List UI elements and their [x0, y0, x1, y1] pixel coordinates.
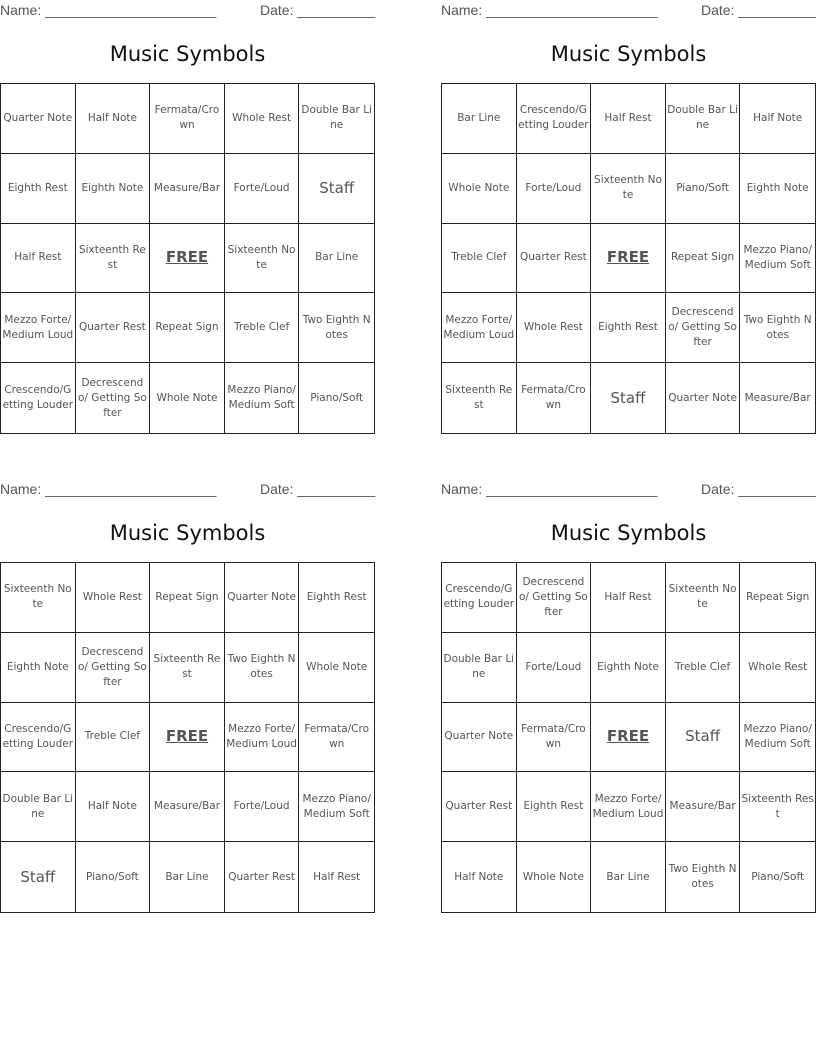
bingo-cell: Sixteenth Rest — [740, 772, 815, 842]
bingo-cell: Fermata/Crown — [150, 84, 225, 154]
bingo-cell: Treble Clef — [442, 224, 517, 294]
bingo-cell: Mezzo Forte/Medium Loud — [225, 703, 300, 773]
date-field: Date: __________ — [701, 2, 816, 18]
bingo-cell: Decrescendo/ Getting Softer — [76, 363, 151, 433]
free-space: FREE — [591, 224, 666, 294]
bingo-card-3 — [0, 479, 375, 919]
bingo-cell: Half Rest — [1, 224, 76, 294]
name-field: Name: ______________________ — [0, 2, 217, 18]
name-field: Name: ______________________ — [0, 481, 217, 497]
bingo-cell: Two Eighth Notes — [740, 293, 815, 363]
bingo-cell: Measure/Bar — [150, 772, 225, 842]
card-title: Music Symbols — [109, 42, 266, 66]
bingo-cell: Repeat Sign — [740, 563, 815, 633]
name-field: Name: ______________________ — [441, 2, 658, 18]
bingo-cell: Quarter Note — [442, 703, 517, 773]
bingo-cell: Forte/Loud — [517, 154, 592, 224]
bingo-cell: Decrescendo/ Getting Softer — [517, 563, 592, 633]
bingo-cell: Treble Clef — [225, 293, 300, 363]
free-space: FREE — [150, 224, 225, 294]
bingo-cell: Staff — [666, 703, 741, 773]
bingo-cell: Eighth Note — [76, 154, 151, 224]
bingo-cell: Half Note — [740, 84, 815, 154]
bingo-grid — [441, 83, 816, 434]
bingo-card-2 — [441, 0, 816, 440]
bingo-cell: Double Bar Line — [1, 772, 76, 842]
bingo-cell: Whole Rest — [225, 84, 300, 154]
bingo-grid — [441, 562, 816, 913]
bingo-grid — [0, 83, 375, 434]
bingo-card-4 — [441, 479, 816, 919]
bingo-cell: Whole Note — [299, 633, 374, 703]
bingo-cell: Half Rest — [591, 563, 666, 633]
bingo-cell: Bar Line — [299, 224, 374, 294]
bingo-cell: Two Eighth Notes — [225, 633, 300, 703]
bingo-cell: Quarter Note — [666, 363, 741, 433]
bingo-cell: Measure/Bar — [666, 772, 741, 842]
bingo-cell: Bar Line — [150, 842, 225, 912]
bingo-cell: Piano/Soft — [751, 870, 805, 883]
bingo-cell: Crescendo/Getting Louder — [442, 563, 517, 633]
bingo-cell: Staff — [299, 154, 374, 224]
bingo-cell: Whole Note — [517, 842, 592, 912]
bingo-cell: Double Bar Line — [299, 84, 374, 154]
bingo-cell: Staff — [591, 363, 666, 433]
bingo-cell: Forte/Loud — [225, 154, 300, 224]
bingo-cell: Half Rest — [313, 870, 361, 883]
bingo-cell: Quarter Rest — [442, 772, 517, 842]
free-space: FREE — [150, 703, 225, 773]
bingo-cell: Sixteenth Note — [1, 563, 76, 633]
bingo-cell: Bar Line — [591, 842, 666, 912]
bingo-cell: Treble Clef — [76, 703, 151, 773]
bingo-cell: Eighth Rest — [517, 772, 592, 842]
date-field: Date: __________ — [260, 2, 376, 18]
bingo-cell: Sixteenth Rest — [442, 363, 517, 433]
bingo-cell: Treble Clef — [666, 633, 741, 703]
card-title: Music Symbols — [550, 521, 707, 545]
bingo-cell: Decrescendo/ Getting Softer — [76, 633, 151, 703]
date-field: Date: __________ — [701, 481, 816, 497]
bingo-cell: Half Note — [76, 772, 151, 842]
bingo-cell: Mezzo Forte/Medium Loud — [442, 293, 517, 363]
bingo-cell: Sixteenth Note — [225, 224, 300, 294]
bingo-cell: Half Rest — [591, 84, 666, 154]
bingo-cell: Crescendo/Getting Louder — [1, 703, 76, 773]
bingo-cell: Sixteenth Note — [666, 563, 741, 633]
bingo-cell: Crescendo/Getting Louder — [1, 363, 76, 433]
bingo-cell: Measure/Bar — [150, 154, 225, 224]
bingo-cell: Piano/Soft — [76, 842, 151, 912]
bingo-cell: Sixteenth Rest — [76, 224, 151, 294]
bingo-cell: Repeat Sign — [150, 293, 225, 363]
bingo-cell: Two Eighth Notes — [299, 293, 374, 363]
bingo-cell: Quarter Note — [225, 563, 300, 633]
bingo-cell: Sixteenth Rest — [150, 633, 225, 703]
bingo-cell: Repeat Sign — [150, 563, 225, 633]
bingo-cell: Eighth Rest — [299, 563, 374, 633]
bingo-cell: Forte/Loud — [225, 772, 300, 842]
bingo-cell: Whole Note — [442, 154, 517, 224]
bingo-cell: Repeat Sign — [666, 224, 741, 294]
bingo-cell: Mezzo Piano/Medium Soft — [299, 772, 374, 842]
bingo-cell: Mezzo Piano/Medium Soft — [225, 363, 300, 433]
bingo-card-1 — [0, 0, 375, 440]
bingo-cell: Decrescendo/ Getting Softer — [666, 293, 741, 363]
bingo-cell: Eighth Note — [740, 154, 815, 224]
bingo-cell: Quarter Rest — [76, 293, 151, 363]
bingo-cell: Mezzo Piano/Medium Soft — [740, 703, 815, 773]
bingo-cell: Whole Note — [150, 363, 225, 433]
name-field: Name: ______________________ — [441, 481, 658, 497]
bingo-cell: Sixteenth Note — [591, 154, 666, 224]
bingo-cell: Eighth Note — [1, 633, 76, 703]
bingo-cell: Fermata/Crown — [517, 363, 592, 433]
bingo-cell: Eighth Rest — [591, 293, 666, 363]
bingo-cell: Staff — [1, 842, 76, 912]
bingo-cell: Whole Rest — [740, 633, 815, 703]
bingo-cell: Mezzo Piano/Medium Soft — [740, 224, 815, 294]
bingo-cell: Crescendo/Getting Louder — [517, 84, 592, 154]
bingo-cell: Half Note — [442, 842, 517, 912]
bingo-cell: Half Note — [76, 84, 151, 154]
bingo-cell: Double Bar Line — [442, 633, 517, 703]
bingo-cell: Quarter Rest — [225, 842, 300, 912]
bingo-cell: Double Bar Line — [666, 84, 741, 154]
bingo-cell: Measure/Bar — [744, 391, 811, 404]
bingo-cell: Piano/Soft — [310, 391, 364, 404]
card-title: Music Symbols — [550, 42, 707, 66]
card-title: Music Symbols — [109, 521, 266, 545]
date-field: Date: __________ — [260, 481, 376, 497]
bingo-cell: Bar Line — [442, 84, 517, 154]
free-space: FREE — [591, 703, 666, 773]
bingo-cell: Fermata/Crown — [517, 703, 592, 773]
bingo-cell: Quarter Note — [1, 84, 76, 154]
bingo-cell: Fermata/Crown — [299, 703, 374, 773]
bingo-cell: Eighth Rest — [1, 154, 76, 224]
bingo-cell: Piano/Soft — [666, 154, 741, 224]
bingo-cell: Mezzo Forte/Medium Loud — [1, 293, 76, 363]
bingo-cell: Whole Rest — [517, 293, 592, 363]
bingo-cell: Eighth Note — [591, 633, 666, 703]
bingo-cell: Whole Rest — [76, 563, 151, 633]
bingo-cell: Forte/Loud — [517, 633, 592, 703]
bingo-cell: Two Eighth Notes — [666, 842, 741, 912]
bingo-grid — [0, 562, 375, 913]
bingo-cell: Mezzo Forte/Medium Loud — [591, 772, 666, 842]
bingo-cell: Quarter Rest — [517, 224, 592, 294]
